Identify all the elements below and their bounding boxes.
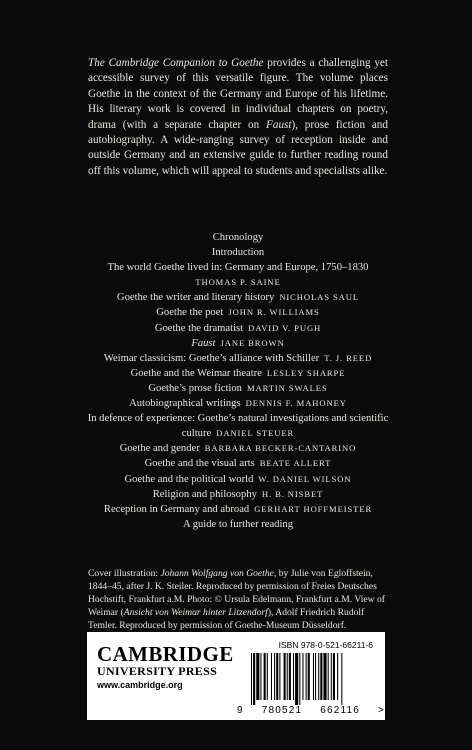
contents-entry — [86, 260, 390, 275]
contents-entry — [86, 441, 390, 456]
chapter-title: Goethe’s prose fiction — [148, 382, 242, 394]
chapter-title: The world Goethe lived in: Germany and Europe, 1750–1830 — [107, 262, 369, 274]
contents-entry — [86, 472, 390, 487]
chapter-title: Goethe and the visual arts — [144, 458, 255, 470]
contents-entry — [86, 275, 390, 290]
chapter-title: Goethe and gender — [119, 443, 200, 455]
chapter-title: Introduction — [211, 247, 265, 259]
cover-credits — [88, 567, 388, 632]
contents-entry — [86, 336, 390, 351]
publisher-barcode-panel — [87, 632, 385, 720]
chapter-author: LESLEY SHARPE — [266, 367, 346, 378]
credits-work-title: Johann Wolfgang von Goethe — [160, 568, 274, 579]
description-text-1: provides a challenging yet accessible survey of this versatile figure. The volume places Goethe in the context of the Germany and Europe of his lifetime. His literary work is covered in individual chapters on poetry, drama (with a separate chapter on — [88, 57, 388, 131]
chapter-author: T. J. REED — [324, 352, 373, 363]
chapter-author: JOHN R. WILLIAMS — [228, 307, 320, 318]
publisher-url: www.cambridge.org — [97, 680, 183, 690]
chapter-title: Goethe the poet — [156, 307, 224, 319]
chapter-title: Goethe and the political world — [124, 473, 254, 485]
barcode-digit-group: 9 — [237, 705, 244, 716]
contents-entry — [86, 456, 390, 471]
credits-text-1: , by Julie von Egloffstein, 1844–45, after J. K. Steiler. Reproduced by permission of Freies Deutsches Hochstift, Frankfurt a.M. Photo: © Ursula Edelmann, Frankfurt a.M. View of Weimar ( — [88, 568, 385, 618]
chapter-title: Autobiographical writings — [129, 398, 241, 410]
faust-title: Faust — [266, 118, 292, 131]
contents-entry — [86, 396, 390, 411]
isbn-text: ISBN 978-0-521-66211-6 — [278, 640, 373, 650]
chapter-title: Weimar classicism: Goethe’s alliance with Schiller — [103, 352, 320, 364]
chapter-title: Chronology — [212, 232, 264, 243]
chapter-title: Faust — [191, 337, 216, 349]
contents-entry — [86, 366, 390, 381]
chapter-author: THOMAS P. SAINE — [195, 277, 281, 288]
barcode-digit-group: 780521 — [261, 705, 303, 716]
publisher-logo — [97, 644, 234, 692]
chapter-author: DAVID V. PUGH — [248, 322, 322, 333]
chapter-author: BARBARA BECKER-CANTARINO — [204, 443, 357, 454]
chapter-author: GERHART HOFFMEISTER — [254, 503, 373, 514]
contents-entry — [86, 245, 390, 260]
book-title: The Cambridge Companion to Goethe — [88, 57, 264, 69]
contents-entry — [86, 305, 390, 320]
contents-entry — [86, 381, 390, 396]
description-text-2: ), prose fiction and autobiography. A wide-ranging survey of reception inside and outside Germany and an extensive guide to further reading round off this volume, which will appeal to students and specialists alike. — [88, 118, 388, 177]
chapter-title: Goethe and the Weimar theatre — [130, 367, 262, 379]
chapter-title: Goethe the dramatist — [154, 322, 244, 334]
chapter-author: DANIEL STEUER — [216, 428, 295, 439]
contents-entry — [86, 230, 390, 245]
chapter-title: A guide to further reading — [182, 518, 294, 530]
barcode-digits — [237, 705, 385, 716]
chapter-author: MARTIN SWALES — [246, 382, 328, 393]
credits-text-2: ), Adolf Friedrich Rudolf Temler. Reproduced by permission of Goethe-Museum Düsseldorf. — [88, 607, 365, 631]
barcode-digit-group: 662116 — [320, 705, 361, 716]
credits-prefix: Cover illustration: — [88, 568, 161, 579]
contents-entry — [86, 517, 390, 532]
chapter-author: W. DANIEL WILSON — [258, 473, 352, 484]
contents-entry — [86, 411, 390, 441]
chapter-title: Religion and philosophy — [152, 488, 257, 500]
contents-entry — [86, 290, 390, 305]
chapter-title: Reception in Germany and abroad — [103, 503, 250, 515]
description-paragraph — [88, 56, 388, 179]
chapter-title: In defence of experience: Goethe’s natural investigations and scientific culture — [87, 413, 389, 440]
chapter-author: H. B. NISBET — [261, 488, 324, 499]
publisher-press: UNIVERSITY PRESS — [97, 664, 218, 678]
chapter-author: DENNIS F. MAHONEY — [245, 398, 347, 409]
chapter-author: JANE BROWN — [220, 337, 285, 348]
contents-entry — [86, 487, 390, 502]
contents-entry — [86, 351, 390, 366]
chapter-author: NICHOLAS SAUL — [279, 292, 360, 303]
contents-entry — [86, 321, 390, 336]
table-of-contents — [86, 230, 390, 532]
contents-entry — [86, 502, 390, 517]
publisher-name: CAMBRIDGE — [97, 642, 234, 666]
credits-work-title-2: Ansicht von Weimar hinter Litzendorf — [123, 607, 268, 618]
chapter-author: BEATE ALLERT — [259, 458, 332, 469]
barcode-digit-group: > — [377, 705, 385, 716]
chapter-title: Goethe the writer and literary history — [116, 292, 275, 304]
barcode-icon — [251, 653, 371, 705]
